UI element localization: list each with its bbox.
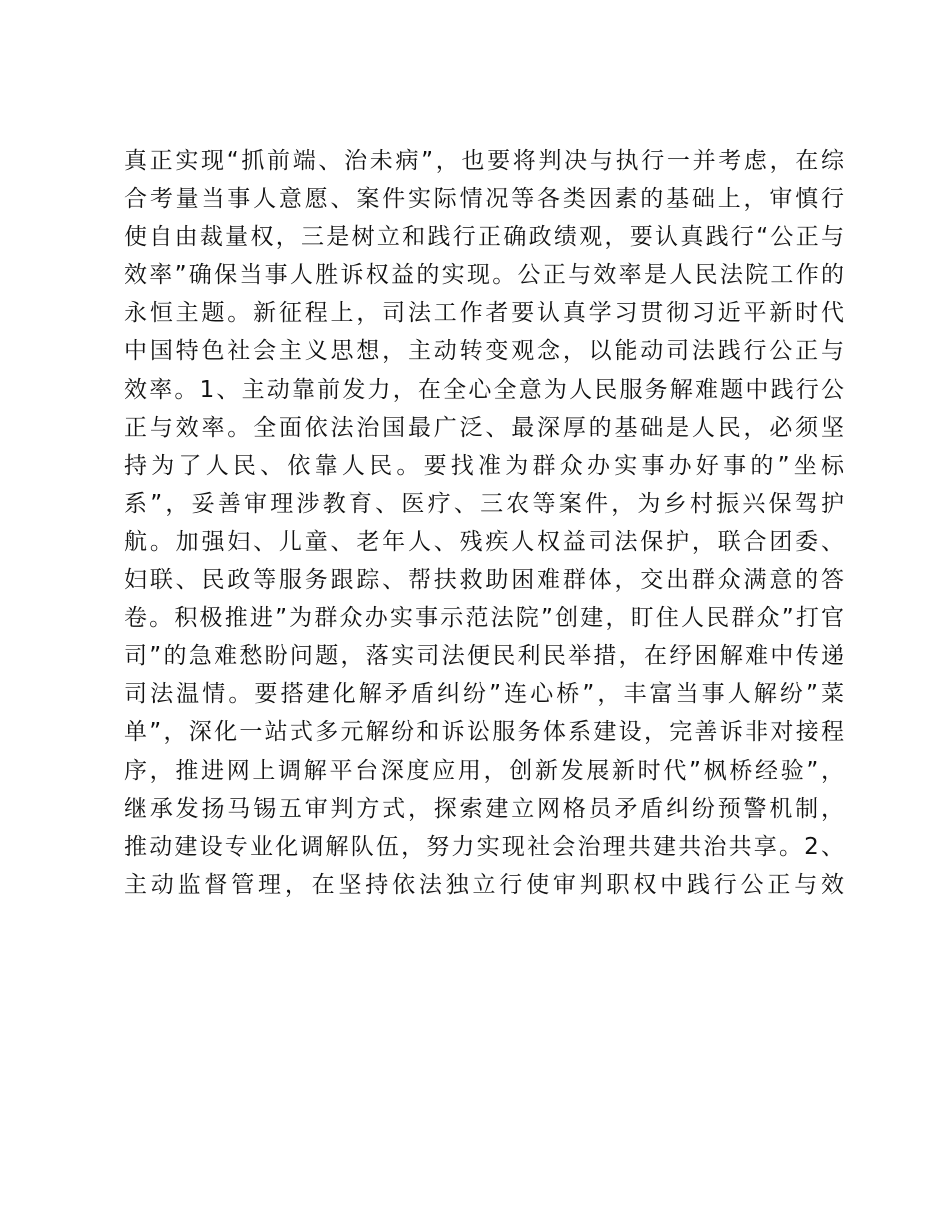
text-line: 永恒主题。新征程上，司法工作者要认真学习贯彻习近平新时代 [124, 300, 844, 327]
text-line: 航。加强妇、儿童、老年人、残疾人权益司法保护，联合团委、 [124, 528, 844, 555]
text-line: 使自由裁量权，三是树立和践行正确政绩观，要认真践行“公正与 [124, 224, 844, 251]
text-line: 单”，深化一站式多元解纷和诉讼服务体系建设，完善诉非对接程 [124, 719, 844, 746]
text-line: 正与效率。全面依法治国最广泛、最深厚的基础是人民，必须坚 [124, 414, 844, 441]
text-line: 妇联、民政等服务跟踪、帮扶救助困难群体，交出群众满意的答 [124, 567, 844, 594]
text-line: 推动建设专业化调解队伍，努力实现社会治理共建共治共享。2、 [124, 833, 844, 860]
text-line: 效率”确保当事人胜诉权益的实现。公正与效率是人民法院工作的 [124, 262, 844, 289]
text-line: 主动监督管理，在坚持依法独立行使审判职权中践行公正与效 [124, 871, 844, 898]
text-line: 效率。1、主动靠前发力，在全心全意为人民服务解难题中践行公 [124, 376, 844, 403]
text-line: 真正实现“抓前端、治未病”，也要将判决与执行一并考虑，在综 [124, 148, 844, 174]
text-line: 合考量当事人意愿、案件实际情况等各类因素的基础上，审慎行 [124, 186, 844, 213]
text-line: 中国特色社会主义思想，主动转变观念，以能动司法践行公正与 [124, 338, 844, 365]
text-line: 继承发扬马锡五审判方式，探索建立网格员矛盾纠纷预警机制， [124, 795, 844, 822]
body-paragraph [124, 142, 844, 904]
text-line: 司法温情。要搭建化解矛盾纠纷”连心桥”，丰富当事人解纷”菜 [124, 681, 844, 708]
text-line: 系”，妥善审理涉教育、医疗、三农等案件，为乡村振兴保驾护 [124, 490, 844, 517]
text-line: 卷。积极推进”为群众办实事示范法院”创建，盯住人民群众”打官 [124, 605, 844, 632]
text-line: 持为了人民、依靠人民。要找准为群众办实事办好事的”坐标 [124, 452, 844, 479]
text-line: 序，推进网上调解平台深度应用，创新发展新时代”枫桥经验”， [124, 757, 844, 784]
text-line: 司”的急难愁盼问题，落实司法便民利民举措，在纾困解难中传递 [124, 643, 844, 670]
